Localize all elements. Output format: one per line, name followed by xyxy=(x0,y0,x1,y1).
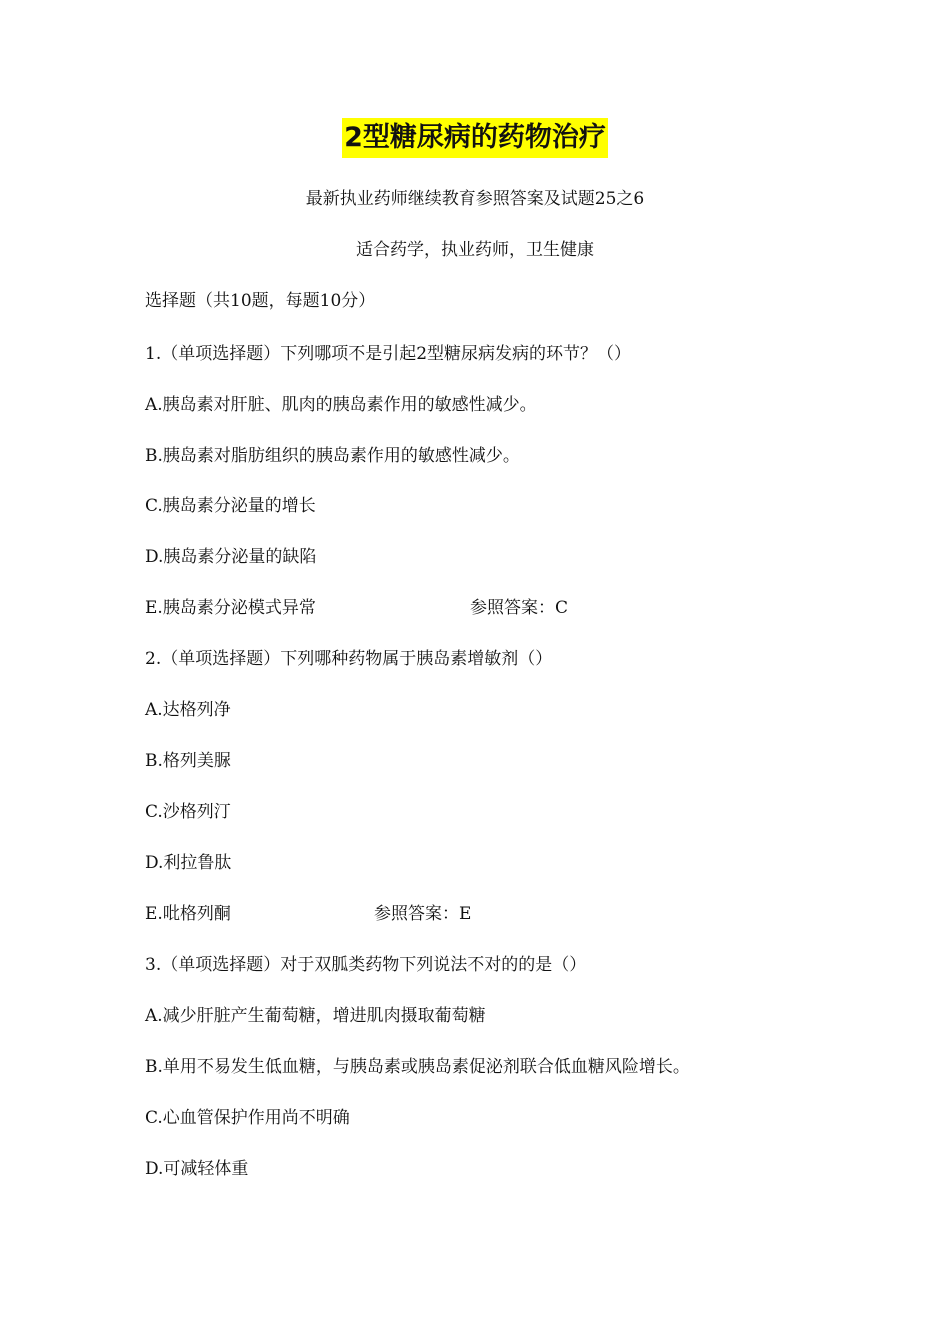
section-header: 选择题（共10题，每题10分） xyxy=(145,291,376,311)
question-1-option-b: B.胰岛素对脂肪组织的胰岛素作用的敏感性减少。 xyxy=(145,446,520,466)
question-1-option-a: A.胰岛素对肝脏、肌肉的胰岛素作用的敏感性减少。 xyxy=(145,395,537,415)
document-title: 2型糖尿病的药物治疗 xyxy=(342,118,608,158)
question-2-option-c: C.沙格列汀 xyxy=(145,802,231,822)
question-1-answer: 参照答案：C xyxy=(470,598,569,618)
question-1-option-c: C.胰岛素分泌量的增长 xyxy=(145,496,316,516)
question-3-option-c: C.心血管保护作用尚不明确 xyxy=(145,1108,350,1128)
question-3-stem: 3.（单项选择题）对于双胍类药物下列说法不对的的是（） xyxy=(145,955,587,975)
question-1-stem: 1.（单项选择题）下列哪项不是引起2型糖尿病发病的环节？（） xyxy=(145,344,632,364)
document-subtitle: 最新执业药师继续教育参照答案及试题25之6 xyxy=(305,189,645,209)
question-3-option-d: D.可减轻体重 xyxy=(145,1159,249,1179)
question-2-option-b: B.格列美脲 xyxy=(145,751,231,771)
question-2-option-e: E.吡格列酮 xyxy=(145,904,231,924)
question-1-option-d: D.胰岛素分泌量的缺陷 xyxy=(145,547,317,567)
question-2-answer: 参照答案：E xyxy=(374,904,472,924)
question-3-option-a: A.减少肝脏产生葡萄糖，增进肌肉摄取葡萄糖 xyxy=(145,1006,486,1026)
question-2-option-a: A.达格列净 xyxy=(145,700,231,720)
question-3-option-b: B.单用不易发生低血糖，与胰岛素或胰岛素促泌剂联合低血糖风险增长。 xyxy=(145,1057,690,1077)
question-2-stem: 2.（单项选择题）下列哪种药物属于胰岛素增敏剂（） xyxy=(145,649,553,669)
question-1-option-e: E.胰岛素分泌模式异常 xyxy=(145,598,316,618)
document-tags: 适合药学，执业药师，卫生健康 xyxy=(356,240,594,260)
title-container xyxy=(0,118,950,158)
question-2-option-d: D.利拉鲁肽 xyxy=(145,853,232,873)
question-2-option-e-row xyxy=(145,902,865,926)
question-1-option-e-row xyxy=(145,596,865,620)
